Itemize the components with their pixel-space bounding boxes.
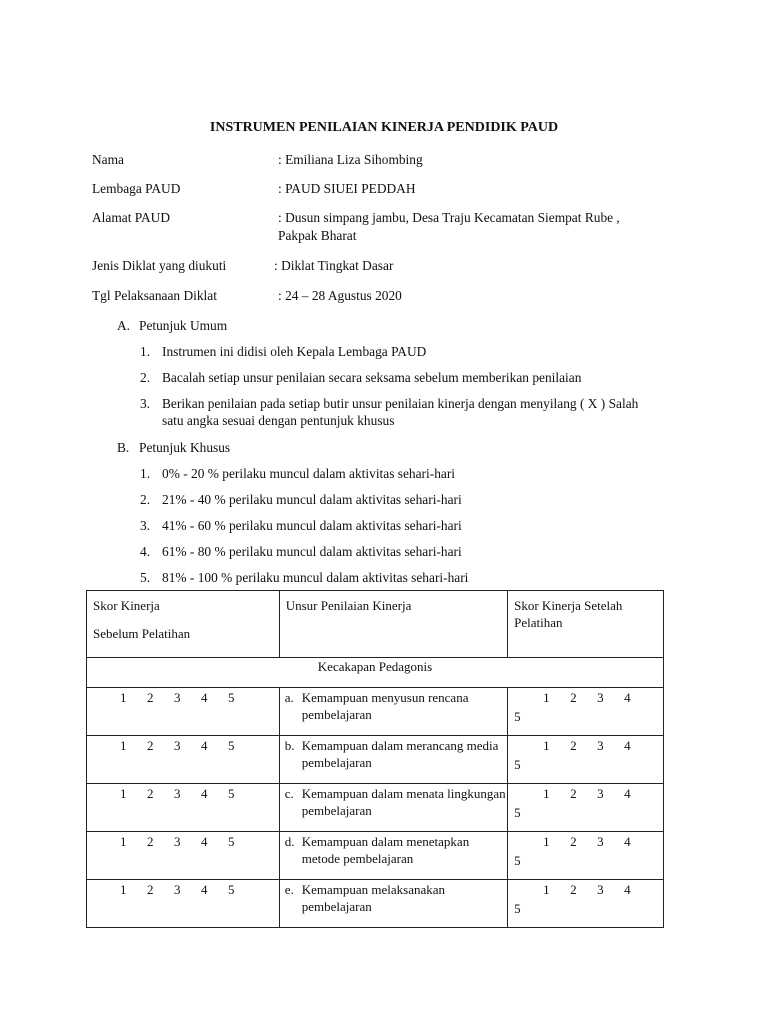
score-option[interactable]: 3 <box>174 882 181 897</box>
score-option[interactable]: 5 <box>514 757 521 772</box>
score-option[interactable]: 5 <box>514 853 521 868</box>
criteria-cell <box>279 736 507 784</box>
score-after-cell <box>508 880 664 928</box>
score-option[interactable]: 2 <box>570 786 577 801</box>
table-header-row <box>87 591 664 658</box>
table-subheader-row <box>87 658 664 688</box>
score-before-cell <box>87 832 280 880</box>
header-before-line2: Sebelum Pelatihan <box>93 626 191 641</box>
score-option[interactable]: 1 <box>543 690 550 705</box>
score-after-cell <box>508 832 664 880</box>
subheader-kecakapan: Kecakapan Pedagonis <box>87 658 664 688</box>
score-option[interactable]: 5 <box>228 882 235 897</box>
score-option[interactable]: 2 <box>147 882 154 897</box>
score-option[interactable]: 2 <box>570 834 577 849</box>
criteria-letter: e. <box>284 882 294 897</box>
section-b-title: Petunjuk Khusus <box>139 440 231 455</box>
header-criteria <box>279 591 507 658</box>
score-option[interactable]: 4 <box>624 786 631 801</box>
score-option[interactable]: 3 <box>597 882 604 897</box>
criteria-letter: c. <box>284 786 294 801</box>
score-option[interactable]: 3 <box>597 786 604 801</box>
score-option[interactable]: 2 <box>147 786 154 801</box>
score-option[interactable]: 3 <box>174 738 181 753</box>
list-item-number: 3. <box>140 518 151 533</box>
score-option[interactable]: 3 <box>174 834 181 849</box>
score-option[interactable]: 4 <box>201 786 208 801</box>
score-option[interactable]: 1 <box>543 882 550 897</box>
list-item: 81% - 100 % perilaku muncul dalam aktivitas sehari-hari <box>162 570 469 585</box>
table-row <box>87 688 664 736</box>
section-a-marker: A. <box>117 318 131 333</box>
score-option[interactable]: 1 <box>543 786 550 801</box>
score-option[interactable]: 2 <box>570 882 577 897</box>
score-option[interactable]: 3 <box>597 834 604 849</box>
score-option[interactable]: 4 <box>201 882 208 897</box>
criteria-cell <box>279 832 507 880</box>
field-label-jenis-diklat: Jenis Diklat yang diukuti <box>92 258 227 273</box>
score-option[interactable]: 3 <box>597 690 604 705</box>
criteria-cell <box>279 784 507 832</box>
criteria-letter: a. <box>284 690 294 705</box>
list-item-number: 1. <box>140 344 151 359</box>
score-after-cell <box>508 688 664 736</box>
score-option[interactable]: 1 <box>120 834 127 849</box>
field-value-alamat-cont: Pakpak Bharat <box>278 228 357 243</box>
header-criteria-label: Unsur Penilaian Kinerja <box>285 598 412 613</box>
score-option[interactable]: 4 <box>201 738 208 753</box>
header-before <box>87 591 280 658</box>
header-after-line2: Pelatihan <box>514 615 563 630</box>
criteria-text: Kemampuan dalam menata lingkungan pembelajaran <box>301 786 506 818</box>
list-item: 0% - 20 % perilaku muncul dalam aktivitas sehari-hari <box>162 466 456 481</box>
score-option[interactable]: 2 <box>147 738 154 753</box>
table-row <box>87 784 664 832</box>
field-value-alamat: : Dusun simpang jambu, Desa Traju Kecamatan Siempat Rube , <box>278 210 620 225</box>
list-item-cont: satu angka sesuai dengan pentunjuk khusus <box>162 413 395 428</box>
list-item: 41% - 60 % perilaku muncul dalam aktivitas sehari-hari <box>162 518 462 533</box>
score-before-cell <box>87 688 280 736</box>
section-b-marker: B. <box>117 440 130 455</box>
score-option[interactable]: 5 <box>228 738 235 753</box>
list-item-number: 2. <box>140 370 151 385</box>
score-option[interactable]: 1 <box>120 690 127 705</box>
score-option[interactable]: 1 <box>120 786 127 801</box>
score-option[interactable]: 3 <box>174 786 181 801</box>
list-item-number: 3. <box>140 396 151 411</box>
score-option[interactable]: 4 <box>624 882 631 897</box>
score-option[interactable]: 5 <box>228 786 235 801</box>
score-option[interactable]: 1 <box>120 882 127 897</box>
table-row <box>87 880 664 928</box>
score-option[interactable]: 2 <box>570 738 577 753</box>
field-value-lembaga: : PAUD SIUEI PEDDAH <box>278 181 416 196</box>
score-option[interactable]: 5 <box>514 805 521 820</box>
list-item: Berikan penilaian pada setiap butir unsur penilaian kinerja dengan menyilang ( X ) Salah <box>162 396 639 411</box>
score-option[interactable]: 5 <box>228 834 235 849</box>
score-option[interactable]: 5 <box>514 709 521 724</box>
score-option[interactable]: 4 <box>624 690 631 705</box>
criteria-cell <box>279 688 507 736</box>
score-before-cell <box>87 736 280 784</box>
header-after-line1: Skor Kinerja Setelah <box>514 598 623 613</box>
score-after-cell <box>508 784 664 832</box>
score-option[interactable]: 2 <box>147 690 154 705</box>
field-label-alamat: Alamat PAUD <box>92 210 170 225</box>
score-option[interactable]: 1 <box>543 834 550 849</box>
criteria-text: Kemampuan melaksanakan pembelajaran <box>301 882 446 914</box>
score-option[interactable]: 4 <box>201 834 208 849</box>
list-item: Bacalah setiap unsur penilaian secara seksama sebelum memberikan penilaian <box>162 370 582 385</box>
score-option[interactable]: 1 <box>543 738 550 753</box>
score-option[interactable]: 2 <box>147 834 154 849</box>
score-option[interactable]: 3 <box>597 738 604 753</box>
criteria-text: Kemampuan menyusun rencana pembelajaran <box>301 690 469 722</box>
field-value-jenis-diklat: : Diklat Tingkat Dasar <box>274 258 394 273</box>
list-item-number: 4. <box>140 544 151 559</box>
list-item: 21% - 40 % perilaku muncul dalam aktivitas sehari-hari <box>162 492 462 507</box>
criteria-cell <box>279 880 507 928</box>
score-option[interactable]: 4 <box>624 738 631 753</box>
criteria-letter: d. <box>284 834 295 849</box>
score-before-cell <box>87 784 280 832</box>
score-option[interactable]: 4 <box>201 690 208 705</box>
header-before-line1: Skor Kinerja <box>93 598 160 613</box>
field-label-nama: Nama <box>92 152 124 167</box>
criteria-text: Kemampuan dalam menetapkan metode pembelajaran <box>301 834 470 866</box>
table-row <box>87 736 664 784</box>
field-value-tgl: : 24 – 28 Agustus 2020 <box>278 288 402 303</box>
score-option[interactable]: 5 <box>228 690 235 705</box>
score-option[interactable]: 1 <box>120 738 127 753</box>
field-label-lembaga: Lembaga PAUD <box>92 181 181 196</box>
score-before-cell <box>87 880 280 928</box>
criteria-letter: b. <box>284 738 295 753</box>
list-item-number: 5. <box>140 570 151 585</box>
header-after <box>508 591 664 658</box>
table-row <box>87 832 664 880</box>
score-table <box>86 590 664 928</box>
list-item: 61% - 80 % perilaku muncul dalam aktivitas sehari-hari <box>162 544 462 559</box>
score-option[interactable]: 2 <box>570 690 577 705</box>
score-after-cell <box>508 736 664 784</box>
score-option[interactable]: 5 <box>514 901 521 916</box>
section-a-title: Petunjuk Umum <box>139 318 228 333</box>
field-value-nama: : Emiliana Liza Sihombing <box>278 152 423 167</box>
score-option[interactable]: 4 <box>624 834 631 849</box>
page-title: INSTRUMEN PENILAIAN KINERJA PENDIDIK PAUD <box>209 120 559 135</box>
list-item: Instrumen ini didisi oleh Kepala Lembaga PAUD <box>162 344 427 359</box>
field-label-tgl: Tgl Pelaksanaan Diklat <box>92 288 217 303</box>
criteria-text: Kemampuan dalam merancang media pembelajaran <box>301 738 499 770</box>
list-item-number: 2. <box>140 492 151 507</box>
score-option[interactable]: 3 <box>174 690 181 705</box>
list-item-number: 1. <box>140 466 151 481</box>
